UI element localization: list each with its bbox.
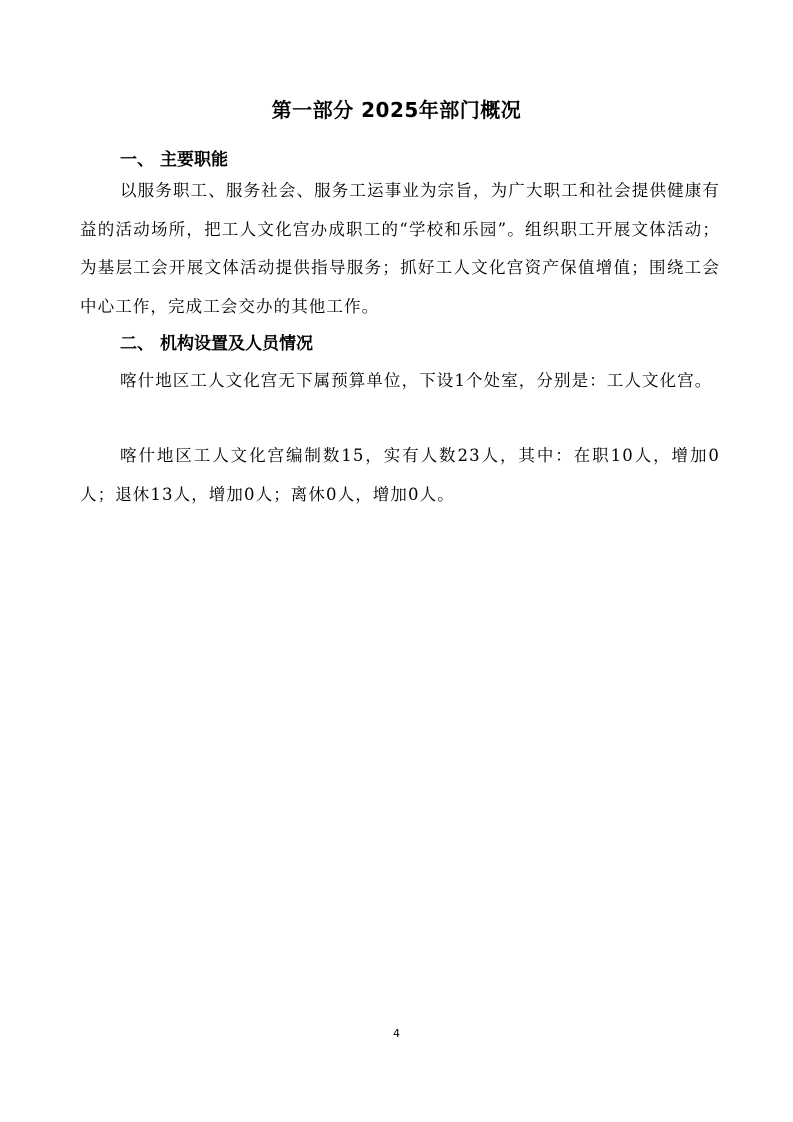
paragraph-functions: 以服务职工、服务社会、服务工运事业为宗旨，为广大职工和社会提供健康有益的活动场所，把工人文化宫办成职工的“学校和乐园”。组织职工开展文体活动；为基层工会开展文体活动提供指导服务；抓好工人文化宫资产保值增值；围绕工会中心工作，完成工会交办的其他工作。 [80, 181, 720, 316]
section-number: 一、 [120, 150, 154, 170]
section-title: 机构设置及人员情况 [160, 334, 313, 354]
page-number: 4 [393, 1027, 400, 1040]
section-number: 二、 [120, 334, 154, 354]
page-title: 第一部分 2025年部门概况 [271, 98, 522, 122]
section-heading-organization [120, 332, 313, 356]
paragraph-staffing: 喀什地区工人文化宫编制数15，实有人数23人，其中：在职10人，增加0人；退休13人，增加0人；离休0人，增加0人。 [80, 446, 720, 504]
section-heading-functions [120, 148, 228, 172]
section-title: 主要职能 [160, 150, 228, 170]
paragraph-organization-units: 喀什地区工人文化宫无下属预算单位，下设1个处室，分别是：工人文化宫。 [120, 371, 713, 390]
